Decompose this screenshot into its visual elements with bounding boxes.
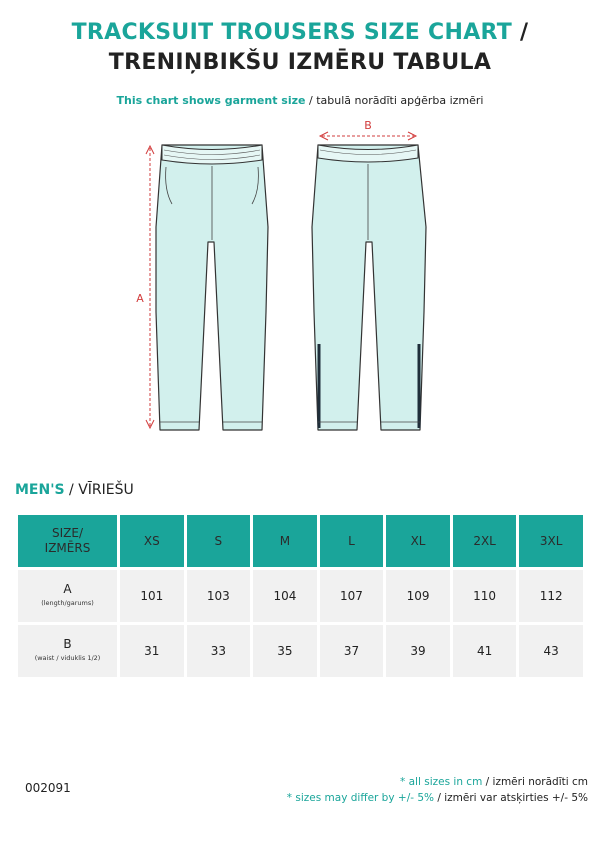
measure-b-label: B: [364, 119, 372, 132]
table-cell: 37: [320, 625, 384, 677]
title-separator: /: [512, 20, 529, 45]
footnote-units-en: all sizes in cm: [408, 776, 483, 788]
row-label-description: (waist / viduklis 1/2): [34, 654, 101, 662]
section-heading-lv: / VĪRIEŠU: [64, 482, 134, 498]
table-cell: 107: [320, 570, 384, 622]
footnote-tolerance-lv: / izmēri var atsķirties +/- 5%: [434, 792, 588, 804]
table-cell: 33: [187, 625, 251, 677]
section-heading: [15, 482, 134, 498]
table-cell: 103: [187, 570, 251, 622]
title-en: TRACKSUIT TROUSERS SIZE CHART: [71, 20, 513, 45]
size-header-cell: 2XL: [453, 515, 517, 567]
size-header-label-line1: SIZE/: [51, 526, 83, 540]
table-row-waist: [18, 625, 583, 677]
size-header-cell: XL: [386, 515, 450, 567]
footnote-units: [287, 774, 588, 790]
size-header-cell: S: [187, 515, 251, 567]
subtitle-lv: / tabulā norādīti apģērba izmēri: [305, 94, 484, 107]
size-header-cell: XS: [120, 515, 184, 567]
subtitle-en: This chart shows garment size: [116, 94, 306, 107]
table-cell: 104: [253, 570, 317, 622]
row-label-length: [18, 570, 117, 622]
footnotes: [287, 774, 588, 806]
size-header-cell: 3XL: [519, 515, 583, 567]
row-label-letter: A: [63, 582, 72, 596]
trousers-back-drawing: [312, 145, 426, 430]
table-cell: 31: [120, 625, 184, 677]
measure-b-line: [320, 132, 416, 140]
size-table: [15, 512, 586, 680]
table-cell: 110: [453, 570, 517, 622]
table-cell: 35: [253, 625, 317, 677]
title-lv: TRENIŅBIKŠU IZMĒRU TABULA: [108, 50, 492, 75]
trousers-diagram: [0, 112, 600, 442]
size-header-cell: M: [253, 515, 317, 567]
size-header-label: [18, 515, 117, 567]
section-heading-en: MEN'S: [15, 482, 65, 498]
size-header-label-line2: IZMĒRS: [44, 541, 91, 555]
trousers-front-drawing: [156, 145, 268, 430]
row-label-waist: [18, 625, 117, 677]
footnote-tolerance-en: sizes may differ by +/- 5%: [295, 792, 435, 804]
size-table-header-row: [18, 515, 583, 567]
measure-a-label: A: [136, 292, 144, 305]
article-number: 002091: [25, 781, 71, 795]
table-row-length: [18, 570, 583, 622]
page-title: [0, 18, 600, 78]
size-header-cell: L: [320, 515, 384, 567]
row-label-letter: B: [63, 637, 72, 651]
table-cell: 39: [386, 625, 450, 677]
footnote-units-star: *: [400, 776, 409, 788]
table-cell: 41: [453, 625, 517, 677]
table-cell: 109: [386, 570, 450, 622]
footnote-tolerance: [287, 790, 588, 806]
footnote-tolerance-star: *: [286, 792, 296, 804]
subtitle: [0, 94, 600, 107]
row-label-description: (length/garums): [41, 599, 94, 607]
measure-a-line: [146, 146, 154, 428]
table-cell: 101: [120, 570, 184, 622]
footnote-units-lv: / izmēri norādīti cm: [482, 776, 588, 788]
table-cell: 43: [519, 625, 583, 677]
table-cell: 112: [519, 570, 583, 622]
